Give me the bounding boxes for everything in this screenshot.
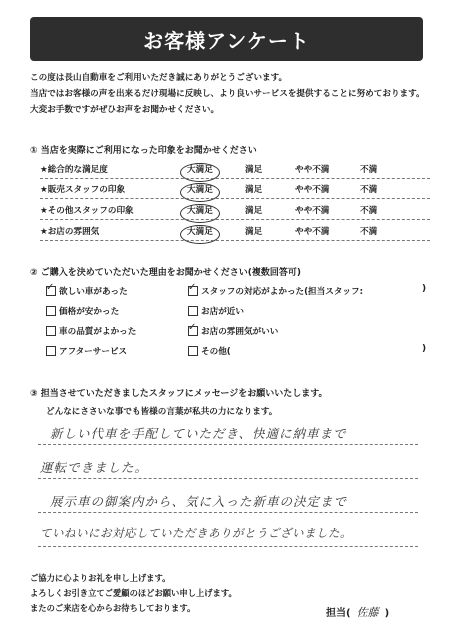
check-mark-icon: ✓ <box>46 282 55 293</box>
option-somewhat-dissatisfied[interactable]: やや不満 <box>295 165 330 175</box>
intro-text <box>30 70 440 118</box>
reason-label: 車の品質がよかった <box>59 327 137 337</box>
writing-line <box>38 478 418 479</box>
option-very-satisfied[interactable]: 大満足 <box>187 206 213 216</box>
rating-row-overall <box>40 163 430 177</box>
reason-label: その他( <box>201 347 231 357</box>
reason-wanted-car[interactable] <box>46 282 128 297</box>
row-divider <box>40 198 430 199</box>
option-somewhat-dissatisfied[interactable]: やや不満 <box>295 206 330 216</box>
checkbox[interactable] <box>46 326 56 336</box>
writing-line <box>38 546 418 547</box>
checkbox[interactable] <box>46 282 56 296</box>
reason-label: スタッフの対応がよかった(担当スタッフ: <box>201 287 364 297</box>
option-very-satisfied[interactable]: 大満足 <box>187 185 213 195</box>
reason-after-service[interactable] <box>46 345 127 357</box>
footer-text <box>30 571 237 616</box>
rating-row-sales-staff <box>40 183 430 197</box>
checkbox[interactable] <box>46 346 56 356</box>
option-very-satisfied[interactable]: 大満足 <box>187 165 213 175</box>
close-paren: ) <box>422 284 427 294</box>
option-dissatisfied[interactable]: 不満 <box>360 185 378 195</box>
checkbox[interactable] <box>188 282 198 296</box>
message-line: 新しい代車を手配していただき、快適に納車まで <box>50 426 347 441</box>
q2-heading: ② ご購入を決めていただいた理由をお聞かせください(複数回答可) <box>30 268 301 278</box>
rating-label: ★総合的な満足度 <box>40 165 108 175</box>
reason-store-nearby[interactable] <box>188 305 244 317</box>
rating-label: ★その他スタッフの印象 <box>40 206 134 216</box>
checkbox[interactable] <box>188 346 198 356</box>
q3-subheading: どんなにささいな事でも皆様の言葉が私共の力になります。 <box>46 407 278 417</box>
footer-line: よろしくお引き立てご愛顧のほどお願い申し上げます。 <box>30 588 237 598</box>
option-satisfied[interactable]: 満足 <box>245 185 263 195</box>
staff-name: 佐藤 <box>356 606 379 619</box>
survey-title: お客様アンケート <box>30 17 423 61</box>
reason-label: お店の雰囲気がいい <box>201 327 279 337</box>
check-mark-icon: ✓ <box>188 322 197 333</box>
option-satisfied[interactable]: 満足 <box>245 227 263 237</box>
message-line: ていねいにお対応していただきありがとうございました。 <box>40 526 352 540</box>
reason-low-price[interactable] <box>46 305 119 317</box>
rating-row-other-staff <box>40 204 430 218</box>
reason-label: 価格が安かった <box>59 307 120 317</box>
signature-label: 担当( <box>326 608 351 619</box>
reason-store-atmosphere[interactable] <box>188 322 279 337</box>
row-divider <box>40 219 430 220</box>
intro-line: 大変お手数ですがぜひお声をお聞かせください。 <box>30 105 220 115</box>
signature-close: ) <box>384 608 390 619</box>
reason-car-quality[interactable] <box>46 325 136 337</box>
reason-label: お店が近い <box>201 307 244 317</box>
footer-line: またのご来店を心からお待ちしております。 <box>30 603 196 613</box>
reason-label: 欲しい車があった <box>59 287 128 297</box>
message-line: 展示車の御案内から、気に入った新車の決定まで <box>50 494 348 509</box>
reason-staff-service[interactable] <box>188 282 364 297</box>
option-satisfied[interactable]: 満足 <box>245 206 263 216</box>
option-somewhat-dissatisfied[interactable]: やや不満 <box>295 185 330 195</box>
writing-line <box>38 444 418 445</box>
checkbox[interactable] <box>188 306 198 316</box>
option-satisfied[interactable]: 満足 <box>245 165 263 175</box>
rating-label: ★お店の雰囲気 <box>40 227 100 237</box>
close-paren: ) <box>422 344 427 354</box>
row-divider <box>40 240 430 241</box>
row-divider <box>40 178 430 179</box>
checkbox[interactable] <box>188 322 198 336</box>
checkbox[interactable] <box>46 306 56 316</box>
q1-heading: ① 当店を実際にご利用になった印象をお聞かせください <box>30 146 257 156</box>
reason-other[interactable] <box>188 345 231 357</box>
message-line: 運転できました。 <box>40 460 149 475</box>
intro-line: 当店ではお客様の声を出来るだけ現場に反映し、より良いサービスを提供することに努めております。 <box>30 89 425 99</box>
staff-signature <box>326 604 389 620</box>
option-dissatisfied[interactable]: 不満 <box>360 206 378 216</box>
option-somewhat-dissatisfied[interactable]: やや不満 <box>295 227 330 237</box>
writing-line <box>38 512 418 513</box>
footer-line: ご協力に心よりお礼を申し上げます。 <box>30 573 171 583</box>
rating-row-atmosphere <box>40 225 430 239</box>
option-very-satisfied[interactable]: 大満足 <box>187 227 213 237</box>
rating-label: ★販売スタッフの印象 <box>40 185 126 195</box>
q3-heading: ③ 担当させていただきましたスタッフにメッセージをお願いいたします。 <box>30 389 328 399</box>
option-dissatisfied[interactable]: 不満 <box>360 165 378 175</box>
intro-line: この度は長山自動車をご利用いただき誠にありがとうございます。 <box>30 73 288 83</box>
check-mark-icon: ✓ <box>188 282 197 293</box>
reason-label: アフターサービス <box>59 347 128 357</box>
option-dissatisfied[interactable]: 不満 <box>360 227 378 237</box>
